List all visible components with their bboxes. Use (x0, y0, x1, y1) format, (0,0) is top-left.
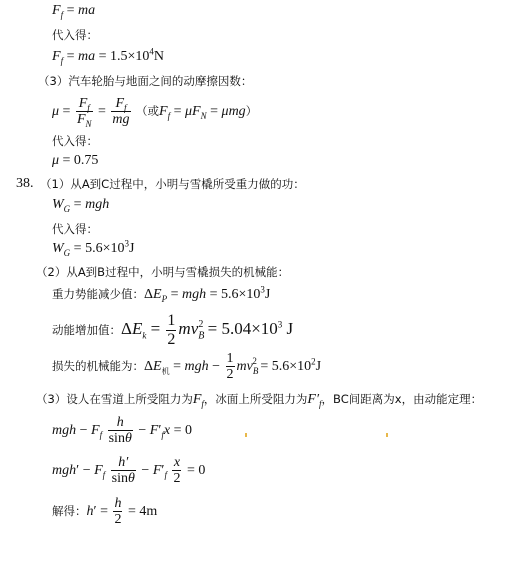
pe-value: 5.6×10 (221, 287, 261, 302)
fraction-ff-mg: $\frac{F_f}{mg}$ (112, 96, 130, 128)
ke-value: 5.04×10 (221, 319, 278, 338)
fraction-x-2: $\frac{x}{2}$ (173, 455, 181, 487)
ke-exponent: 3 (277, 319, 283, 330)
q38-part2-heading: （2）从A到B过程中，小明与雪橇损失的机械能： (36, 265, 290, 279)
alt-open: （或 (136, 104, 160, 118)
fraction-half: $\frac{1}{2}$ (167, 311, 176, 348)
part3-heading: （3）汽车轮胎与地面之间的动摩擦因数： (38, 74, 253, 88)
ff-unit: N (153, 49, 165, 64)
fraction-ff-fn: $\frac{F_f}{F_N}$ (76, 96, 92, 130)
mu-value: μ = 0.75 (52, 153, 99, 168)
ff-value: 1.5×10 (110, 49, 150, 64)
equation-ff-ma: $F_f$ = ma (52, 3, 96, 20)
part3-text-a: （3）设人在雪道上所受阻力为 (36, 392, 193, 406)
part3-text-c: ，BC间距离为x，由动能定理： (321, 392, 483, 406)
kinetic-energy-line: 动能增加值：$\Delta E_k$ = $\frac{1}{2}$ $mv_B^2 = 5.04\times 10^3$ J (52, 311, 294, 348)
equation-wg: $W_G$ = mgh (52, 197, 110, 214)
mu-formula: μ = $\frac{F_f}{F_N}$ = $\frac{F_f}{mg}$ （或$F_f = \mu F_N = \mu mg$） (52, 96, 258, 130)
loss-subscript: 机 (161, 366, 170, 376)
energy-equation-2: $mgh' - F_f$ $\frac{h'}{\sin\theta}$ − $F'_f$ $\frac{x}{2}$ = 0 (52, 455, 206, 487)
mechanical-energy-loss-line: 损失的机械能为：$\Delta E_机$ = mgh − $\frac{1}{2}$ $mv_B^2 = 5.6\times 10^2J$ (52, 351, 322, 383)
fraction-half-2: $\frac{1}{2}$ (226, 351, 234, 383)
solution-line: 解得：h′ = $\frac{h}{2}$ = 4m (52, 496, 158, 528)
pe-label: 重力势能减少值： (52, 287, 144, 301)
equation-wg-value: $W_G = 5.6\times 10^3J$ (52, 238, 135, 258)
fraction-h-sin: $\frac{h}{\sin\theta}$ (108, 415, 132, 447)
loss-exponent: 2 (311, 356, 316, 367)
wg-unit: J (128, 241, 135, 256)
wg-value: 5.6×10 (85, 241, 125, 256)
loss-label: 损失的机械能为： (52, 359, 144, 373)
fraction-h-2: $\frac{h}{2}$ (114, 496, 122, 528)
wg-exponent: 3 (124, 238, 129, 249)
equation-ff-value: $F_f$ = ma = $1.5\times 10^4N$ (52, 46, 165, 66)
pe-exponent: 3 (260, 284, 265, 295)
question-number-38: 38. (16, 176, 34, 191)
substitute-label-3: 代入得： (52, 222, 98, 236)
potential-energy-line: 重力势能减少值：$\Delta E_P$ = mgh = $5.6\times 10^3J$ (52, 284, 271, 304)
solve-value: 4m (139, 504, 158, 519)
fraction-h-prime-sin: $\frac{h'}{\sin\theta}$ (111, 455, 135, 487)
ff-exponent: 4 (149, 46, 154, 57)
q38-part3-heading: （3）设人在雪道上所受阻力为$F_f$，冰面上所受阻力为$F'_f$，BC间距离为x，由动能定理： (36, 392, 483, 409)
stray-mark (386, 433, 388, 437)
substitute-label: 代入得： (52, 28, 98, 42)
ke-label: 动能增加值： (52, 323, 121, 337)
energy-equation-1: mgh − $F_f$ $\frac{h}{\sin\theta}$ − $F'_fx = 0$ (52, 415, 193, 447)
loss-value: 5.6×10 (271, 359, 312, 374)
q38-part1-heading: （1）从A到C过程中，小明与雪橇所受重力做的功： (40, 177, 305, 191)
solve-label: 解得： (52, 504, 87, 518)
part3-text-b: ，冰面上所受阻力为 (203, 392, 308, 406)
substitute-label-2: 代入得： (52, 134, 98, 148)
ke-unit: J (286, 319, 294, 338)
alt-close: ） (245, 104, 258, 118)
pe-unit: J (264, 287, 271, 302)
stray-mark (245, 433, 247, 437)
loss-unit: J (315, 359, 322, 374)
